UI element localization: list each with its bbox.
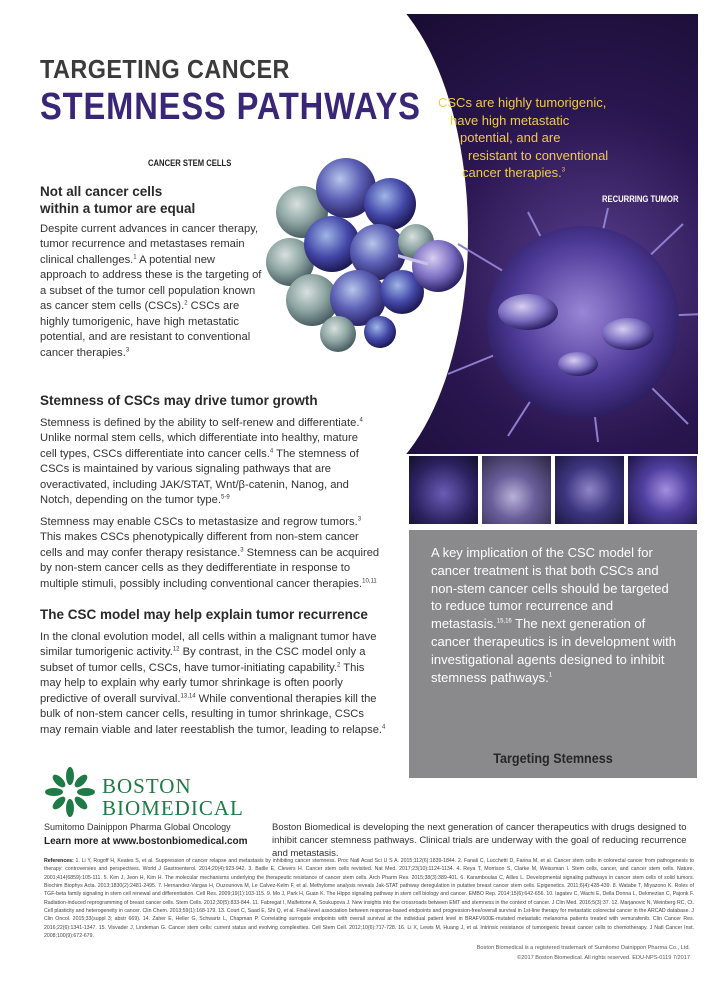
section1-heading: Not all cancer cells within a tumor are equal (40, 184, 196, 216)
title-line-2: STEMNESS PATHWAYS (40, 86, 421, 128)
logo-text-biomedical: BIOMEDICAL (102, 796, 244, 820)
callout-text: A key implication of the CSC model for cancer treatment is that both CSCs and non-stem cancer cells should be targeted to reduce tumor recurrence and metastasis.$^{15,16}$ The next generation of cancer therapeutics is in development with investigational agents designed to inhibit stemness pathways.$^1$ (431, 545, 676, 685)
trademark-notice: Boston Biomedical is a registered trademark of Sumitomo Dainippon Pharma Co., Ltd. ©2017 Boston Biomedical. All rights reserved. EDU-NPS-0119 7/2017 (476, 945, 690, 961)
callout-box (409, 530, 697, 778)
migrating-cell (412, 240, 464, 292)
thumbnail-image (555, 456, 624, 524)
page (18, 14, 698, 986)
tumor-nodule (602, 318, 654, 350)
learn-more-link[interactable]: Learn more at www.bostonbiomedical.com (44, 836, 248, 847)
section3-body: In the clonal evolution model, all cells within a malignant tumor have similar tumorigenic activity.$^{12}$ By contrast, in the CSC model only a subset of tumor cells, CSCs, have tumor-initiating capability.$^2$ This may help to explain why early tumor shrinkage is often poorly predictive of overall survival.$^{13,14}$ While conventional therapies kill the bulk of non-stem cancer cells, resulting in tumor shrinkage, CSCs may remain viable and later reestablish the tumor, leading to relapse.$^4$ (40, 631, 386, 736)
hero-quote (438, 94, 688, 182)
section2-heading: Stemness of CSCs may drive tumor growth (40, 393, 318, 408)
hero-quote-line: CSCs are highly tumorigenic, (438, 95, 607, 110)
recurring-tumor-illustration (398, 204, 698, 444)
callout-caption: Targeting Stemness (493, 750, 613, 766)
hero-quote-line: potential, and are (460, 130, 561, 146)
section2-para2: Stemness may enable CSCs to metastasize and regrow tumors.$^3$ This makes CSCs phenotypically different from non-stem cancer cells and may confer therapy resistance.$^3$ Stemness can be acquired by non-stem cancer cells as they dedifferentiate in response to multiple stimuli, possibly including conventional cancer therapies.$^{10,11}$ (40, 516, 380, 590)
thumbnail-strip (409, 456, 697, 524)
hero-quote-line: resistant to conventional (468, 147, 609, 163)
tumor-nodule (498, 294, 558, 330)
thumbnail-image (482, 456, 551, 524)
logo-text-boston: BOSTON (102, 774, 192, 798)
section1-body: Despite current advances in cancer therapy, tumor recurrence and metastases remain clinical challenges.$^1$ A potential new approach to address these is the targeting of a subset of the tumor cell population known as cancer stem cells (CSCs).$^2$ CSCs are highly tumorigenic, have high metastatic potential, and are resistant to conventional cancer therapies.$^3$ (40, 223, 262, 359)
logo-tagline: Sumitomo Dainippon Pharma Global Oncology (44, 822, 231, 832)
references-text: 1. Li Y, Rogoff H, Keates S, et al. Suppression of cancer relapse and metastasis by inhibiting cancer stemness. Proc Natl Acad Sci U S A. 2015;112(6):1839-1844. 2. Fanali C, Lucchetti D, Farina M, et al. Cancer stem cells in colorectal cancer from pathogenesis to therapy: controversies and perspectives. World J Gastroenterol. 2014;20(4):923-942. 3. Batlle E, Clevers H. Cancer stem cells revisited. Nat Med. 2017;23(10):1124-1134. 4. Reya T, Morrison S, Clarke M, Weissman I. Stem cells, cancer, and cancer stem cells. Nature. 2001;414(6859):105-111. 5. Kim J, Jeon H, Kim H. The molecular mechanisms underlying the therapeutic resistance of cancer stem cells. Arch Pharm Res. 2015;38(3):389-401. 6. Karamboulas C, Ailles L. Developmental signaling pathways in cancer stem cells of solid tumors. Biochim Biophys Acta. 2013;1830(2):2481-2495. 7. Hernandez-Vargas H, Ouzounova M, Le Calvez-Kelm F, et al. Methylome analysis reveals Jak-STAT pathway deregulation in putative breast cancer stem cells. Epigenetics. 2011;6(4):428-439. 8. Watabe T, Miyazono K. Roles of TGF-beta family signaling in stem cell renewal and differentiation. Cell Res. 2009;19(1):103-115. 9. Mo J, Park H, Guan K. The Hippo signaling pathway in stem cell biology and cancer. EMBO Rep. 2014;15(6):642-656. 10. Iagatev C, Wachi E, Della Donna L, Dekmezian C, Pajonk F. Radiation-induced reprogramming of breast cancer cells. Stem Cells. 2012;30(5):833-844. 11. Fabregat I, Malfettone A, Soukupova J. New insights into the crossroads between EMT and stemness in the context of cancer. J Clin Med. 2016;5(3):37. 12. Marjanovic N, Weinberg RC, Ct. Cell plasticity and heterogeneity in cancer. Clin Chem. 2013;59(1):168-179. 13. Court C, Saad E, Shi Q, et al. Final-level association between response-based endpoints and progression-free/overall survival in 1st-line therapy for metastatic colorectal cancer in the ARCAD database. J Clin Oncol. 2015;33(suppl 3; abstr 669). 14. Zaher E, Heller G, Schwartz L, Chapman P. Correlating surrogate endpoints with overall survival at the individual patient level in BRAFV600E-mutated metastatic melanoma patients treated with vemurafenib. Clin Cancer Res. 2016;22(6):1341-1347. 15. Visvader J, Lindeman G. Cancer stem cells: current status and evolving complexities. Cell Stem Cell. 2012;10(6):717-728. 16. Li X, Lewis M, Huang J, et al. Intrinsic resistance of tumorigenic breast cancer cells to chemotherapy. J Natl Cancer Inst. 2008;100(9):672-679. (44, 858, 694, 939)
cancer-stem-cells-label: CANCER STEM CELLS (148, 158, 232, 168)
tumor-nodule (558, 352, 598, 376)
section3-heading: The CSC model may help explain tumor recurrence (40, 607, 368, 622)
thumbnail-image (628, 456, 697, 524)
references-label: References: (44, 858, 74, 864)
thumbnail-image (409, 456, 478, 524)
references (44, 857, 694, 940)
leaf-logo-icon (44, 766, 96, 818)
development-statement: Boston Biomedical is developing the next generation of cancer therapeutics with drugs designed to inhibit cancer stemness pathways. Clinical trials are underway with the goal of reducing recurrence and metastasis. (272, 822, 687, 860)
hero-quote-line: have high metastatic (450, 112, 570, 128)
section2-para1: Stemness is defined by the ability to self-renew and differentiate.$^4$ Unlike normal stem cells, which differentiate into healthy, mature cell types, CSCs differentiate into cancer cells.$^4$ The stemness of CSCs is maintained by various signaling pathways that are overactivated, including JAK/STAT, Wnt/β-catenin, Nanog, and Notch, depending on the tumor type.$^{5-9}$ (40, 417, 363, 507)
title-line-1: TARGETING CANCER (40, 54, 290, 84)
hero-quote-line: cancer therapies.$^3$ (462, 165, 566, 181)
recurring-tumor-label: RECURRING TUMOR (602, 194, 679, 204)
boston-biomedical-logo (44, 766, 274, 836)
